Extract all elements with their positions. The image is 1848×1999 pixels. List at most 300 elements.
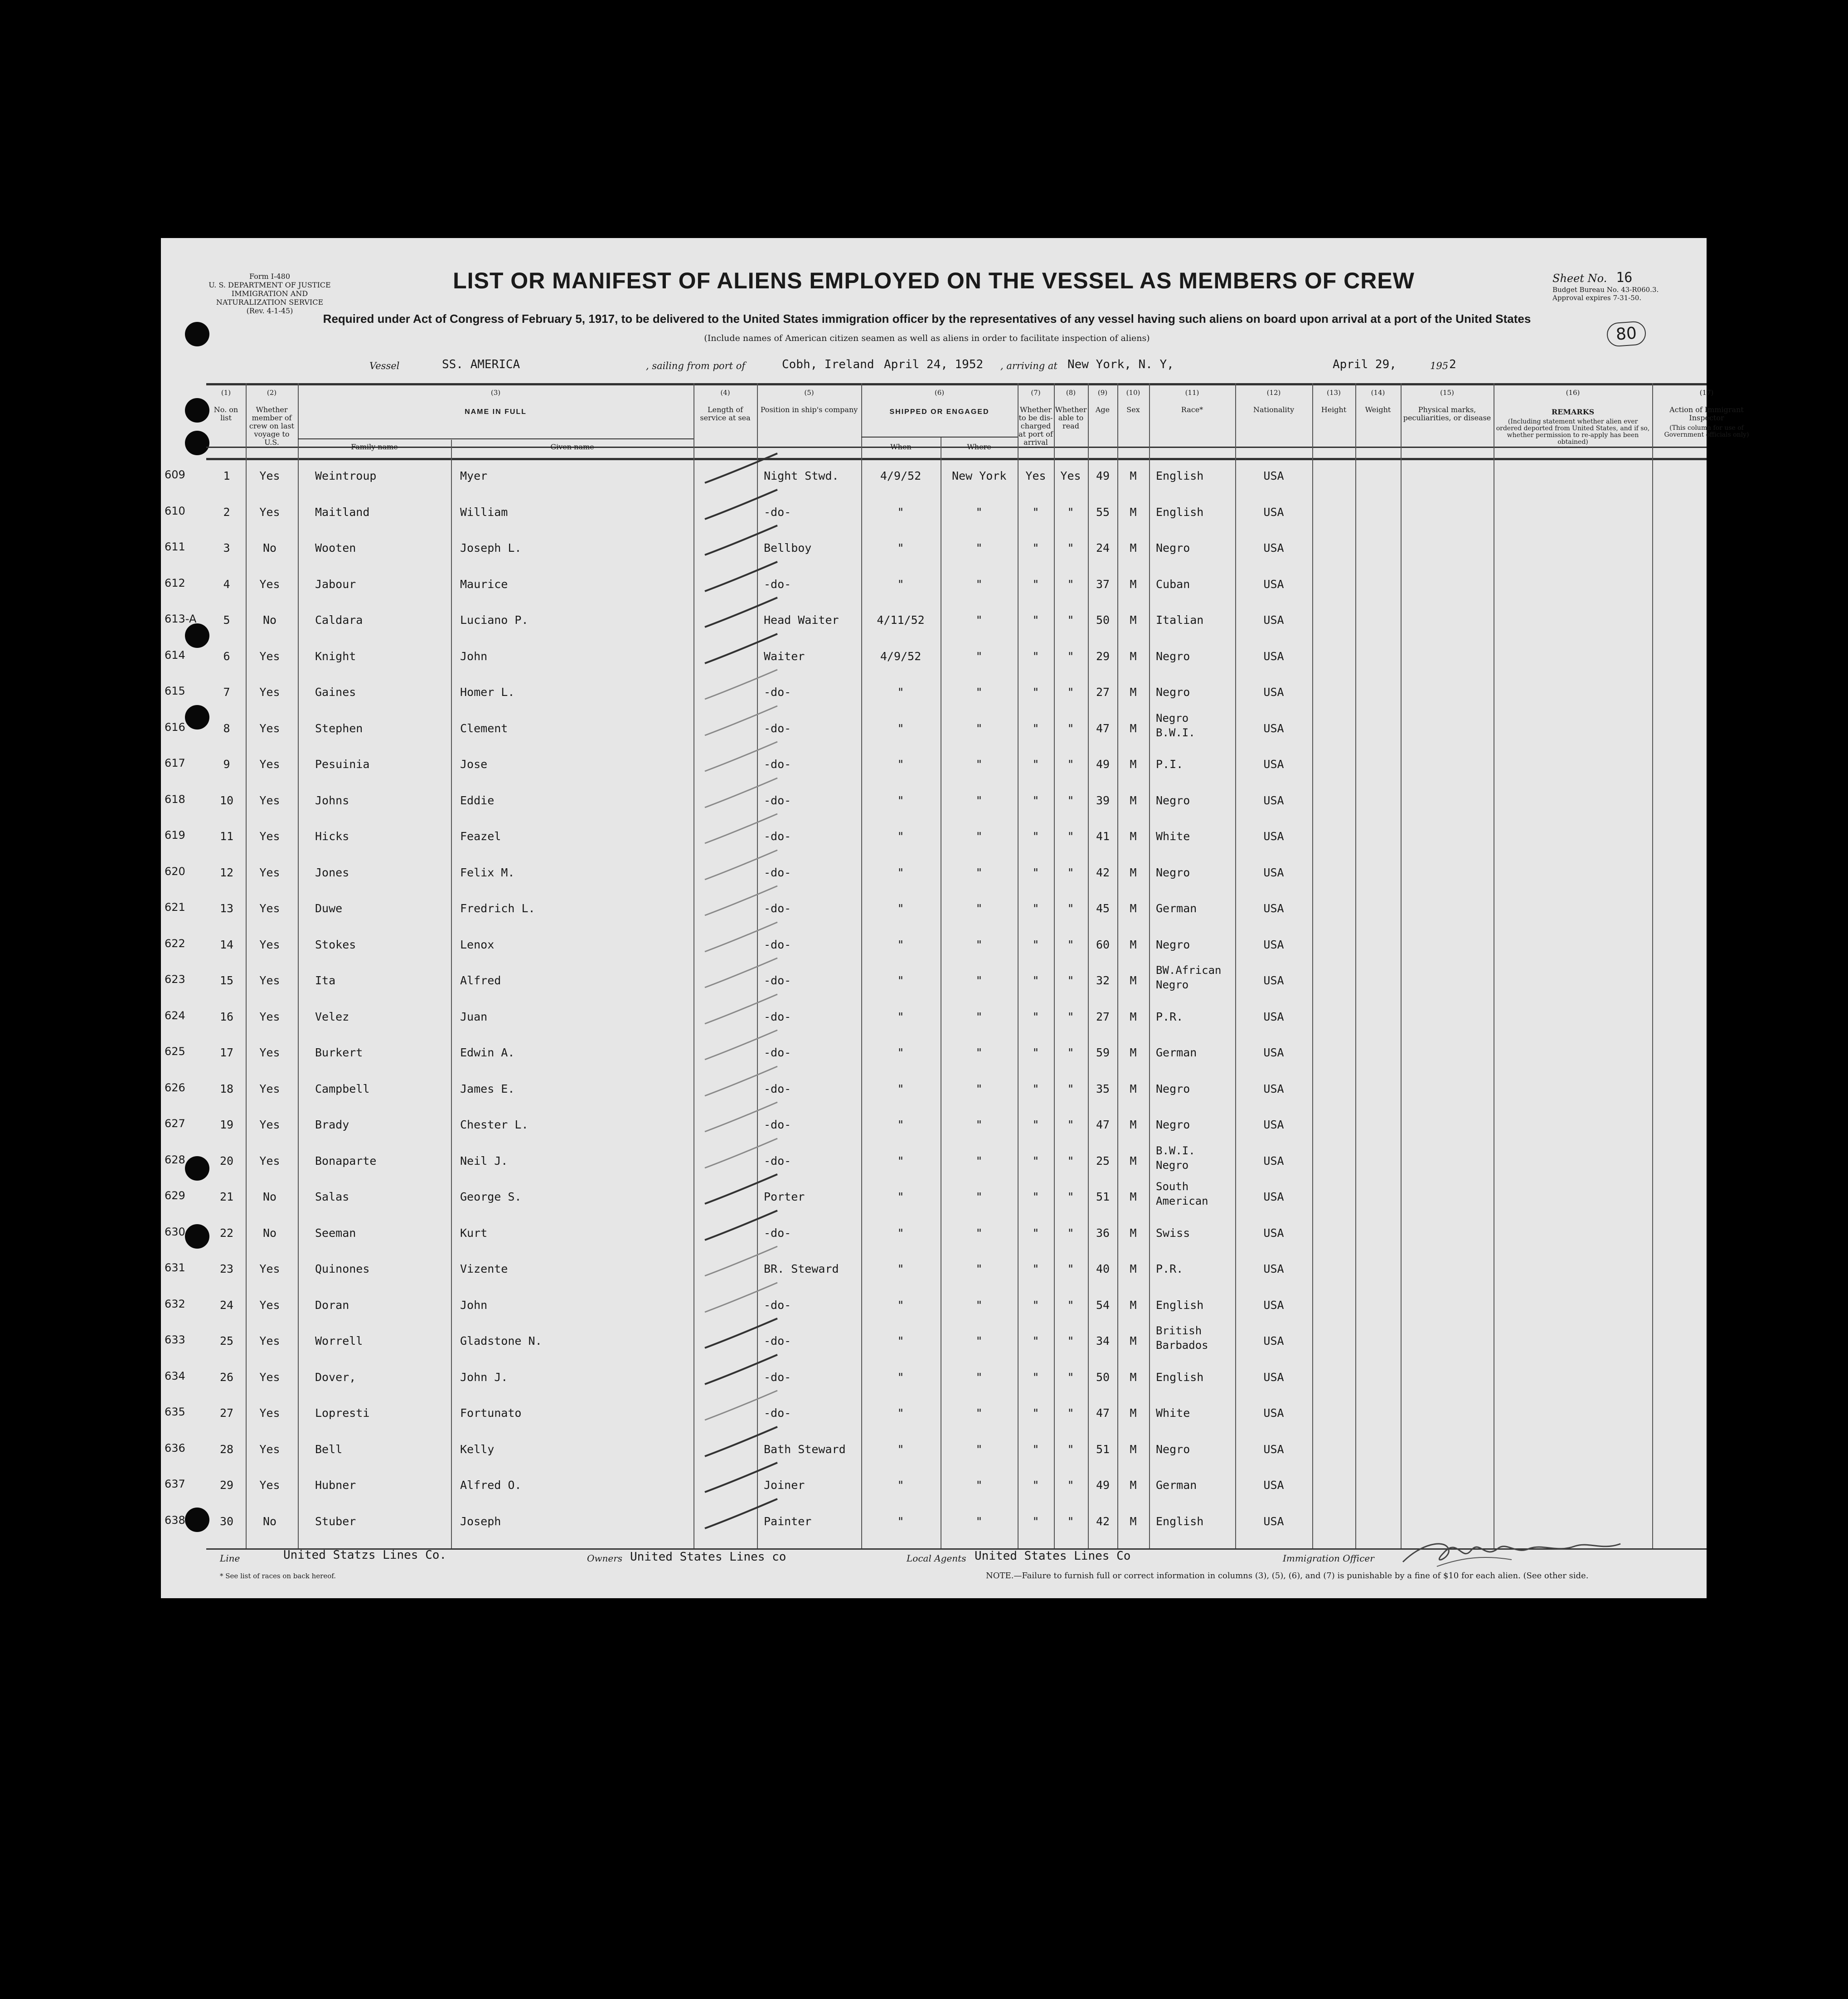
column-number: (17) [1699, 389, 1714, 397]
able-to-read: " [1067, 793, 1074, 807]
shipped-where: " [975, 938, 983, 951]
sex: M [1130, 1154, 1137, 1167]
given-name: Joseph [460, 1514, 501, 1528]
prior-voyage: Yes [259, 830, 280, 843]
family-name: Stephen [315, 721, 363, 735]
document-title: LIST OR MANIFEST OF ALIENS EMPLOYED ON THE VESSEL AS MEMBERS OF CREW [453, 268, 1415, 293]
shipped-when: " [897, 1190, 904, 1203]
row-number: 20 [219, 1154, 234, 1167]
able-to-read: " [1067, 721, 1074, 735]
agents-value: United States Lines Co [975, 1549, 1131, 1563]
nationality: USA [1263, 505, 1284, 519]
sex: M [1130, 649, 1137, 663]
shipped-where: " [975, 793, 983, 807]
given-name: Joseph L. [460, 541, 522, 554]
column-header: Weight [1365, 405, 1391, 414]
race: German [1156, 1046, 1197, 1059]
age: 29 [1096, 649, 1110, 663]
shipped-where: " [975, 505, 983, 519]
position: -do- [764, 1334, 791, 1347]
shipped-when: " [897, 1262, 904, 1275]
discharged-at-port: " [1032, 613, 1039, 627]
race: Negro [1156, 541, 1190, 554]
sheet-number [1552, 270, 1632, 286]
family-name: Duwe [315, 902, 343, 915]
family-name: Velez [315, 1010, 349, 1023]
sex: M [1130, 1190, 1137, 1203]
row-number: 17 [219, 1046, 234, 1059]
shipped-where: " [975, 1406, 983, 1420]
shipped-when: 4/11/52 [877, 613, 925, 627]
able-to-read: " [1067, 577, 1074, 591]
row-number: 4 [223, 577, 230, 591]
shipped-when: " [897, 1442, 904, 1456]
sex: M [1130, 686, 1137, 699]
position: -do- [764, 686, 791, 699]
nationality: USA [1263, 1262, 1284, 1275]
row-number: 26 [219, 1370, 234, 1384]
tally-number: 631 [165, 1261, 185, 1274]
row-number: 28 [219, 1442, 234, 1456]
position: -do- [764, 1370, 791, 1384]
sex: M [1130, 938, 1137, 951]
able-to-read: " [1067, 1298, 1074, 1312]
prior-voyage: Yes [259, 649, 280, 663]
subcolumn-header: Where [967, 443, 991, 451]
able-to-read: " [1067, 1514, 1074, 1528]
officer-label: Immigration Officer [1283, 1553, 1374, 1564]
shipped-where: " [975, 1514, 983, 1528]
shipped-when: " [897, 686, 904, 699]
given-name: Myer [460, 469, 488, 482]
shipped-when: " [897, 1406, 904, 1420]
remarks-note: (Including statement whether alien ever ordered deported from United States, and if so, whether permission to re-apply has been obtained) [1496, 418, 1650, 446]
pencil-check-mark [696, 920, 786, 956]
sex: M [1130, 721, 1137, 735]
shipped-when: " [897, 793, 904, 807]
tally-number: 615 [165, 685, 185, 697]
prior-voyage: No [262, 1226, 277, 1240]
pencil-check-mark [696, 848, 786, 884]
position: Joiner [764, 1479, 805, 1492]
able-to-read: " [1067, 541, 1074, 554]
shipped-where: " [975, 1154, 983, 1167]
tally-number: 621 [165, 901, 185, 914]
tally-number: 611 [165, 540, 185, 553]
shipped-when: " [897, 1514, 904, 1528]
pencil-check-mark [696, 632, 786, 668]
column-rule [1401, 383, 1402, 1548]
able-to-read: " [1067, 866, 1074, 879]
position: -do- [764, 505, 791, 519]
nationality: USA [1263, 974, 1284, 987]
pencil-check-mark [696, 1208, 786, 1245]
punch-hole [185, 398, 209, 423]
family-name: Ita [315, 974, 336, 987]
shipped-where: New York [952, 469, 1007, 482]
row-number: 19 [219, 1118, 234, 1131]
row-number: 5 [223, 613, 230, 627]
given-name: John [460, 649, 488, 663]
able-to-read: Yes [1060, 469, 1081, 482]
shipped-when: " [897, 974, 904, 987]
discharged-at-port: " [1032, 793, 1039, 807]
subcolumn-header: Family name [351, 443, 398, 451]
tally-number: 629 [165, 1189, 185, 1202]
tally-number: 636 [165, 1441, 185, 1454]
column-number: (16) [1566, 389, 1580, 397]
tally-number: 619 [165, 829, 185, 841]
race: P.I. [1156, 758, 1183, 771]
column-rule [1312, 383, 1313, 1548]
age: 50 [1096, 613, 1110, 627]
able-to-read: " [1067, 1154, 1074, 1167]
shipped-when: " [897, 1046, 904, 1059]
prior-voyage: Yes [259, 1334, 280, 1347]
race: English [1156, 505, 1204, 519]
subcolumn-header: When [890, 443, 912, 451]
year-digit: 2 [1449, 358, 1456, 371]
pencil-check-mark [696, 1100, 786, 1136]
race: Negro [1156, 866, 1190, 879]
given-name: Fortunato [460, 1406, 522, 1420]
race: Negro [1156, 1082, 1190, 1095]
position: -do- [764, 1298, 791, 1312]
discharged-at-port: " [1032, 1118, 1039, 1131]
column-header: Whether member of crew on last voyage to U.S. [249, 405, 295, 447]
able-to-read: " [1067, 938, 1074, 951]
position: -do- [764, 1154, 791, 1167]
pencil-check-mark [696, 667, 786, 704]
nationality: USA [1263, 1118, 1284, 1131]
age: 54 [1096, 1298, 1110, 1312]
column-header: No. on list [213, 405, 238, 422]
age: 49 [1096, 469, 1110, 482]
subnote: (Include names of American citizen seamen as well as aliens in order to facilitate inspection of aliens) [704, 333, 1150, 343]
prior-voyage: Yes [259, 505, 280, 519]
column-header: Position in ship's company [760, 405, 858, 414]
family-name: Seeman [315, 1226, 356, 1240]
race: Cuban [1156, 577, 1190, 591]
tally-number: 614 [165, 648, 185, 661]
rule [206, 383, 1707, 385]
family-name: Worrell [315, 1334, 363, 1347]
prior-voyage: Yes [259, 793, 280, 807]
shipped-where: " [975, 758, 983, 771]
position: -do- [764, 902, 791, 915]
tally-number: 617 [165, 757, 185, 769]
column-header: Whether able to read [1055, 405, 1087, 430]
prior-voyage: No [262, 1190, 277, 1203]
pencil-check-mark [696, 776, 786, 812]
given-name: Clement [460, 721, 508, 735]
column-number: (5) [804, 389, 814, 397]
age: 47 [1096, 721, 1110, 735]
manifest-sheet [161, 238, 1749, 1598]
nationality: USA [1263, 1298, 1284, 1312]
column-rule [298, 383, 299, 1548]
punch-hole [185, 623, 209, 648]
discharged-at-port: " [1032, 938, 1039, 951]
shipped-when: " [897, 902, 904, 915]
position: BR. Steward [764, 1262, 839, 1275]
family-name: Bell [315, 1442, 343, 1456]
sex: M [1130, 1226, 1137, 1240]
discharged-at-port: " [1032, 577, 1039, 591]
position: -do- [764, 1082, 791, 1095]
shipped-when: " [897, 1154, 904, 1167]
discharged-at-port: " [1032, 902, 1039, 915]
race: Negro [1156, 793, 1190, 807]
nationality: USA [1263, 758, 1284, 771]
column-header: Height [1321, 405, 1347, 414]
row-number: 2 [223, 505, 230, 519]
vessel-name: SS. AMERICA [442, 358, 520, 371]
departure-port: Cobh, Ireland [782, 358, 874, 371]
tally-number: 630 [165, 1225, 185, 1238]
rule [298, 438, 694, 439]
prior-voyage: Yes [259, 902, 280, 915]
race: Negro B.W.I. [1156, 711, 1195, 739]
row-number: 6 [223, 649, 230, 663]
race: P.R. [1156, 1010, 1183, 1023]
shipped-when: " [897, 1082, 904, 1095]
position: -do- [764, 1010, 791, 1023]
shipped-where: " [975, 1370, 983, 1384]
column-number: (4) [720, 389, 730, 397]
pencil-check-mark [696, 812, 786, 848]
column-number: (13) [1327, 389, 1341, 397]
column-rule [1652, 383, 1653, 1548]
given-name: George S. [460, 1190, 522, 1203]
service: IMMIGRATION AND NATURALIZATION SERVICE [216, 289, 324, 306]
family-name: Gaines [315, 686, 356, 699]
able-to-read: " [1067, 830, 1074, 843]
nationality: USA [1263, 1154, 1284, 1167]
shipped-where: " [975, 1226, 983, 1240]
tally-number: 622 [165, 937, 185, 950]
pencil-check-mark [696, 1352, 786, 1389]
column-header: Sex [1126, 405, 1140, 414]
row-number: 13 [219, 902, 234, 915]
row-number: 11 [219, 830, 234, 843]
row-number: 3 [223, 541, 230, 554]
pencil-check-mark [696, 956, 786, 992]
column-number: (1) [221, 389, 231, 397]
position: -do- [764, 1118, 791, 1131]
tally-number: 623 [165, 973, 185, 986]
discharged-at-port: " [1032, 1370, 1039, 1384]
age: 42 [1096, 866, 1110, 879]
able-to-read: " [1067, 974, 1074, 987]
age: 39 [1096, 793, 1110, 807]
row-number: 1 [223, 469, 230, 482]
family-name: Hicks [315, 830, 349, 843]
nationality: USA [1263, 613, 1284, 627]
position: Bath Steward [764, 1442, 846, 1456]
pencil-check-mark [696, 1172, 786, 1208]
tally-number: 638 [165, 1513, 185, 1527]
column-rule [451, 440, 452, 1548]
tally-number: 616 [165, 720, 185, 734]
given-name: Edwin A. [460, 1046, 515, 1059]
department: U. S. DEPARTMENT OF JUSTICE [209, 281, 331, 289]
able-to-read: " [1067, 902, 1074, 915]
family-name: Brady [315, 1118, 349, 1131]
able-to-read: " [1067, 1406, 1074, 1420]
column-number: (15) [1440, 389, 1454, 397]
tally-number: 627 [165, 1117, 185, 1130]
race: English [1156, 1298, 1204, 1312]
discharged-at-port: " [1032, 1046, 1039, 1059]
row-number: 29 [219, 1479, 234, 1492]
agents-label: Local Agents [907, 1553, 966, 1564]
discharged-at-port: " [1032, 1514, 1039, 1528]
tally-number: 632 [165, 1297, 185, 1310]
shipped-when: " [897, 1118, 904, 1131]
handwritten-page-number: 80 [1606, 321, 1646, 347]
sex: M [1130, 577, 1137, 591]
nationality: USA [1263, 1514, 1284, 1528]
shipped-where: " [975, 1479, 983, 1492]
sex: M [1130, 1010, 1137, 1023]
shipped-when: " [897, 505, 904, 519]
sex: M [1130, 1262, 1137, 1275]
column-number: (2) [267, 389, 277, 397]
row-number: 15 [219, 974, 234, 987]
age: 60 [1096, 938, 1110, 951]
pencil-check-mark [696, 704, 786, 740]
nationality: USA [1263, 1226, 1284, 1240]
tally-number: 625 [165, 1045, 185, 1058]
line-label: Line [220, 1553, 240, 1564]
column-header: Physical marks, peculiarities, or disease [1403, 405, 1491, 422]
prior-voyage: Yes [259, 721, 280, 735]
budget-info [1552, 286, 1659, 302]
shipped-when: " [897, 758, 904, 771]
arrival-date: April 29, [1333, 358, 1397, 371]
inspector-signature [1394, 1535, 1630, 1571]
nationality: USA [1263, 577, 1284, 591]
family-name: Jones [315, 866, 349, 879]
punch-hole [185, 431, 209, 455]
shipped-where: " [975, 541, 983, 554]
column-header: NAME IN FULL [465, 408, 527, 416]
family-name: Hubner [315, 1479, 356, 1492]
revision: (Rev. 4-1-45) [246, 306, 293, 315]
shipped-where: " [975, 902, 983, 915]
shipped-where: " [975, 1082, 983, 1095]
shipped-where: " [975, 1190, 983, 1203]
family-name: Lopresti [315, 1406, 370, 1420]
position: Head Waiter [764, 613, 839, 627]
shipped-when: " [897, 721, 904, 735]
column-number: (10) [1126, 389, 1140, 397]
pencil-check-mark [696, 1460, 786, 1497]
given-name: William [460, 505, 508, 519]
race: English [1156, 1514, 1204, 1528]
tally-number: 620 [165, 865, 185, 878]
able-to-read: " [1067, 686, 1074, 699]
owners-value: United States Lines co [630, 1550, 786, 1564]
family-name: Caldara [315, 613, 363, 627]
pencil-check-mark [696, 595, 786, 632]
given-name: Jose [460, 758, 488, 771]
approval-expiry: Approval expires 7-31-50. [1552, 294, 1642, 302]
row-number: 12 [219, 866, 234, 879]
shipped-where: " [975, 577, 983, 591]
nationality: USA [1263, 649, 1284, 663]
pencil-check-mark [696, 884, 786, 920]
position: Bellboy [764, 541, 812, 554]
shipped-where: " [975, 1010, 983, 1023]
discharged-at-port: " [1032, 1334, 1039, 1347]
race: Negro [1156, 1118, 1190, 1131]
race: German [1156, 902, 1197, 915]
prior-voyage: Yes [259, 1298, 280, 1312]
shipped-where: " [975, 1262, 983, 1275]
given-name: Lenox [460, 938, 495, 951]
able-to-read: " [1067, 1082, 1074, 1095]
family-name: Stokes [315, 938, 356, 951]
shipped-where: " [975, 686, 983, 699]
form-number: Form I-480 [249, 272, 291, 281]
sex: M [1130, 469, 1137, 482]
tally-number: 609 [165, 468, 185, 481]
position: -do- [764, 974, 791, 987]
shipped-where: " [975, 1334, 983, 1347]
shipped-when: " [897, 1479, 904, 1492]
prior-voyage: Yes [259, 1154, 280, 1167]
sex: M [1130, 974, 1137, 987]
position: -do- [764, 938, 791, 951]
prior-voyage: Yes [259, 577, 280, 591]
race: Italian [1156, 613, 1204, 627]
sheet-number-value: 16 [1616, 270, 1633, 286]
age: 36 [1096, 1226, 1110, 1240]
column-rule [861, 383, 862, 1548]
sex: M [1130, 541, 1137, 554]
sailing-label: , sailing from port of [646, 360, 746, 371]
pencil-check-mark [696, 1425, 786, 1461]
pencil-check-mark [696, 1497, 786, 1533]
shipped-when: " [897, 1298, 904, 1312]
tally-number: 626 [165, 1081, 185, 1094]
prior-voyage: Yes [259, 1442, 280, 1456]
age: 27 [1096, 1010, 1110, 1023]
shipped-when: " [897, 1010, 904, 1023]
nationality: USA [1263, 1046, 1284, 1059]
age: 51 [1096, 1442, 1110, 1456]
row-number: 16 [219, 1010, 234, 1023]
age: 24 [1096, 541, 1110, 554]
row-number: 8 [223, 721, 230, 735]
sheet-number-label: Sheet No. [1552, 272, 1607, 285]
column-number: (11) [1185, 389, 1199, 397]
row-number: 9 [223, 758, 230, 771]
nationality: USA [1263, 541, 1284, 554]
sex: M [1130, 1334, 1137, 1347]
able-to-read: " [1067, 613, 1074, 627]
given-name: John [460, 1298, 488, 1312]
shipped-when: " [897, 1370, 904, 1384]
race: Negro [1156, 938, 1190, 951]
pencil-check-mark [696, 1244, 786, 1280]
given-name: Neil J. [460, 1154, 508, 1167]
nationality: USA [1263, 469, 1284, 482]
owners-label: Owners [587, 1553, 623, 1564]
tally-number: 633 [165, 1333, 185, 1346]
